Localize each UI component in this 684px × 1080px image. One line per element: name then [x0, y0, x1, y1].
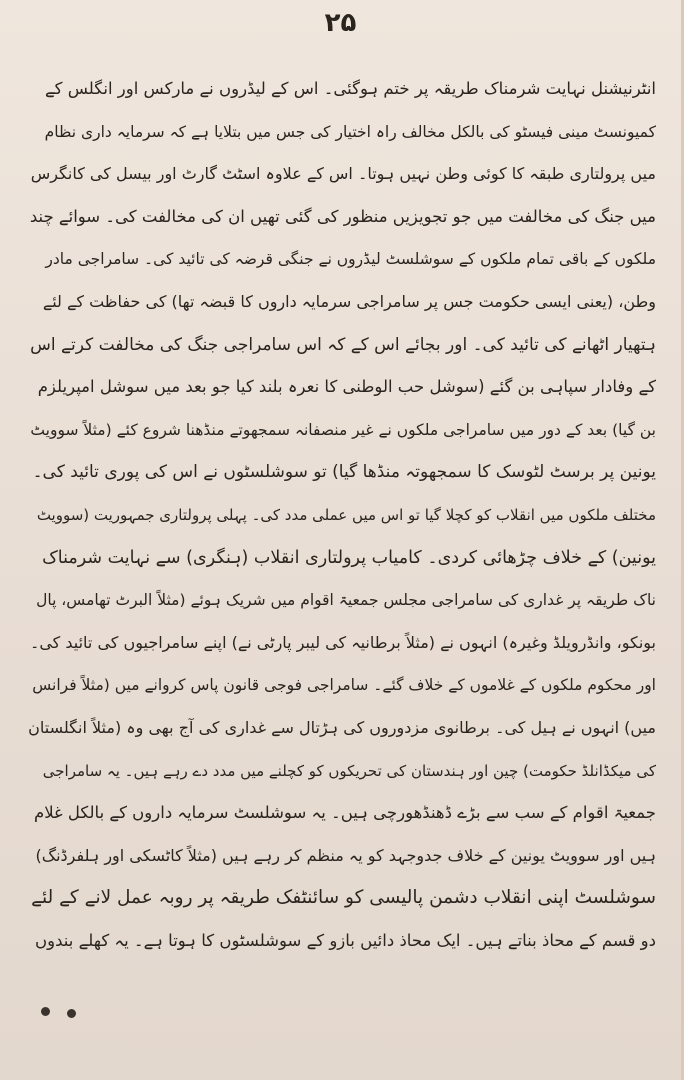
- ink-spot: [41, 1007, 50, 1016]
- text-line: میں) انہوں نے ہیل کی۔ برطانوی مزدوروں کی ہڑتال سے غداری کی آج بھی وہ (مثلاً انگلستان: [28, 717, 656, 737]
- body-text: [28, 68, 656, 962]
- text-line: ہیں اور سوویٹ یونین کے خلاف جدوجہد کو یہ منظم کر رہے ہیں (مثلاً کاٹسکی اور ہلفرڈنگ): [35, 845, 656, 865]
- text-line: کی میکڈانلڈ حکومت) چین اور ہندستان کی تحریکوں کو کچلنے میں مدد دے رہے ہیں۔ یہ سامراجی: [42, 761, 656, 780]
- text-line: وطن، (یعنی ایسی حکومت جس پر سامراجی سرمایہ داروں کا قبضہ تھا) کی حفاظت کے لئے: [42, 291, 656, 311]
- text-line: یونین) کے خلاف چڑھائی کردی۔ کامیاب پرولتاری انقلاب (ہنگری) سے نہایت شرمناک: [42, 547, 656, 568]
- text-line: بن گیا) بعد کے دور میں سامراجی ملکوں نے غیر منصفانہ سمجھوتے منڈھنا شروع کئے (مثلاً سوویٹ: [30, 420, 656, 439]
- text-line: مختلف ملکوں میں انقلاب کو کچلا گیا تو اس میں عملی مدد کی۔ پہلی پرولتاری جمہوریت (سوویٹ: [36, 505, 656, 524]
- text-line: اور محکوم ملکوں کے غلاموں کے خلاف گئے۔ سامراجی فوجی قانون پاس کروانے میں (مثلاً فرانس: [32, 676, 656, 695]
- text-line: کے وفادار سپاہی بن گئے (سوشل حب الوطنی کا نعرہ بلند کیا جو بعد میں سوشل امپریلزم: [37, 377, 656, 397]
- text-line: میں پرولتاری طبقہ کا کوئی وطن نہیں ہوتا۔ اس کے علاوہ اسٹٹ گارٹ اور بیسل کی کانگرس: [30, 164, 656, 184]
- text-line: انٹرنیشنل نہایت شرمناک طریقہ پر ختم ہوگئی۔ اس کے لیڈروں نے مارکس اور انگلس کے: [44, 79, 656, 98]
- page-number: ۲۵: [324, 8, 357, 38]
- text-line: ملکوں کے باقی تمام ملکوں کے سوشلسٹ لیڈروں نے جنگی قرضہ کی تائید کی۔ سامراجی مادر: [45, 250, 656, 269]
- text-line: ہتھیار اٹھانے کی تائید کی۔ اور بجائے اس کے کہ اس سامراجی جنگ کی مخالفت کرتے اس: [30, 334, 656, 355]
- text-line: میں جنگ کی مخالفت میں جو تجویزیں منظور کی گئی تھیں ان کی مخالفت کی۔ سوائے چند: [29, 206, 656, 226]
- text-line: یونین پر برسٹ لٹوسک کا سمجھوتہ منڈھا گیا) تو سوشلسٹوں نے اس کی پوری تائید کی۔: [32, 462, 656, 483]
- text-line: کمیونسٹ مینی فیسٹو کی بالکل مخالف راہ اختیار کی جس میں بتلایا ہے کہ سرمایہ داری نظام: [44, 122, 656, 141]
- ink-spot: [67, 1009, 76, 1018]
- text-line: سوشلسٹ اپنی انقلاب دشمن پالیسی کو سائنٹفک طریقہ پر روبہ عمل لانے کے لئے: [31, 887, 656, 909]
- text-line: ناک طریقہ پر غداری کی سامراجی مجلس جمعیۃ اقوام میں شریک ہوئے (مثلاً البرٹ تھامس، پال: [36, 591, 656, 610]
- text-line: دو قسم کے محاذ بناتے ہیں۔ ایک محاذ دائیں بازو کے سوشلسٹوں کا ہوتا ہے۔ یہ کھلے بندوں: [35, 930, 656, 950]
- text-line: بونکو، وانڈرویلڈ وغیرہ) انہوں نے (مثلاً برطانیہ کی لیبر پارٹی نے) اپنے سامراجیوں کی تائید کی۔: [29, 632, 656, 652]
- text-line: جمعیۃ اقوام کے سب سے بڑے ڈھنڈھورچی ہیں۔ یہ سوشلسٹ سرمایہ داروں کے بالکل غلام: [33, 803, 656, 823]
